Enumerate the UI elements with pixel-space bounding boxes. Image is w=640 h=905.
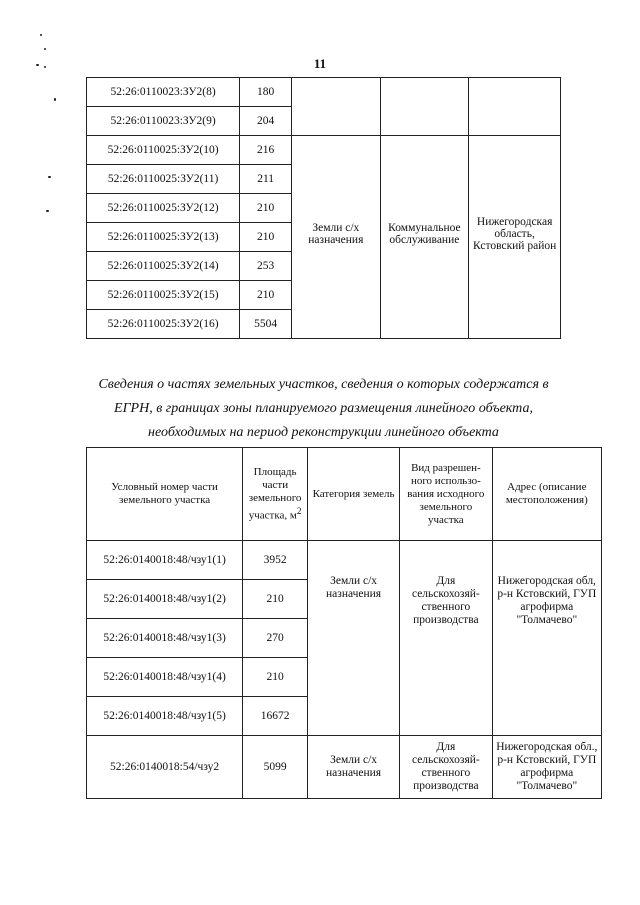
part-area: 5099 [243, 736, 308, 799]
scan-speck [54, 98, 56, 101]
parcel-area: 5504 [240, 310, 292, 339]
parcel-code: 52:26:0110023:ЗУ2(9) [87, 107, 240, 136]
section-title-line: Сведения о частях земельных участков, сведения о которых содержатся в [98, 377, 549, 392]
parcel-area: 210 [240, 223, 292, 252]
parcel-area: 253 [240, 252, 292, 281]
permitted-use: Коммунальное обслуживание [380, 136, 469, 339]
part-area: 210 [243, 658, 308, 697]
table-header-row [87, 448, 602, 541]
header-area [243, 448, 308, 541]
scan-speck [46, 210, 49, 212]
parcel-code: 52:26:0110025:ЗУ2(11) [87, 165, 240, 194]
part-code: 52:26:0140018:48/чзу1(3) [87, 619, 243, 658]
part-area: 16672 [243, 697, 308, 736]
part-address: Нижегородская обл, р-н Кстовский, ГУП агрофирма "Толмачево" [492, 541, 601, 736]
header-use: Вид разрешен-ного использо-вания исходного земельного участка [400, 448, 492, 541]
parcel-area: 204 [240, 107, 292, 136]
part-address: Нижегородская обл., р-н Кстовский, ГУП агрофирма "Толмачево" [492, 736, 601, 799]
parcel-area: 211 [240, 165, 292, 194]
part-area: 210 [243, 580, 308, 619]
permitted-use: Для сельскохозяй-ственного производства [400, 736, 492, 799]
parcel-code: 52:26:0110025:ЗУ2(16) [87, 310, 240, 339]
part-code: 52:26:0140018:48/чзу1(4) [87, 658, 243, 697]
scan-speck [44, 48, 46, 50]
land-category: Земли с/х назначения [308, 736, 400, 799]
section-title [86, 373, 561, 445]
section-title-line: необходимых на период реконструкции линейного объекта [148, 425, 499, 440]
header-address: Адрес (описание местоположения) [492, 448, 601, 541]
parcel-area: 216 [240, 136, 292, 165]
parcels-table [86, 77, 561, 339]
header-code: Условный номер части земельного участка [87, 448, 243, 541]
parcel-parts-table [86, 447, 602, 799]
empty-cell [469, 78, 561, 136]
part-code: 52:26:0140018:54/чзу2 [87, 736, 243, 799]
parcel-code: 52:26:0110023:ЗУ2(8) [87, 78, 240, 107]
empty-cell [292, 78, 380, 136]
part-code: 52:26:0140018:48/чзу1(5) [87, 697, 243, 736]
scan-speck [40, 34, 42, 36]
parcel-area: 180 [240, 78, 292, 107]
land-category: Земли с/х назначения [308, 541, 400, 736]
empty-cell [380, 78, 469, 136]
section-title-line: ЕГРН, в границах зоны планируемого размещения линейного объекта, [114, 401, 533, 416]
part-area: 3952 [243, 541, 308, 580]
table-row [87, 78, 561, 107]
page-number: 11 [313, 56, 327, 71]
parcel-area: 210 [240, 194, 292, 223]
header-area-text: Площадь части земельного участка, м [248, 465, 302, 522]
parcel-code: 52:26:0110025:ЗУ2(12) [87, 194, 240, 223]
parcel-address: Нижегородская область, Кстовский район [469, 136, 561, 339]
table-row [87, 541, 602, 580]
header-category: Категория земель [308, 448, 400, 541]
parcel-code: 52:26:0110025:ЗУ2(10) [87, 136, 240, 165]
part-area: 270 [243, 619, 308, 658]
scan-speck [48, 176, 51, 178]
parcel-code: 52:26:0110025:ЗУ2(15) [87, 281, 240, 310]
parcel-code: 52:26:0110025:ЗУ2(13) [87, 223, 240, 252]
permitted-use: Для сельскохозяй-ственного производства [400, 541, 492, 736]
parcel-area: 210 [240, 281, 292, 310]
table-row [87, 736, 602, 799]
table-row [87, 136, 561, 165]
header-area-sup: 2 [296, 505, 302, 516]
land-category: Земли с/х назначения [292, 136, 380, 339]
parcel-code: 52:26:0110025:ЗУ2(14) [87, 252, 240, 281]
part-code: 52:26:0140018:48/чзу1(2) [87, 580, 243, 619]
part-code: 52:26:0140018:48/чзу1(1) [87, 541, 243, 580]
